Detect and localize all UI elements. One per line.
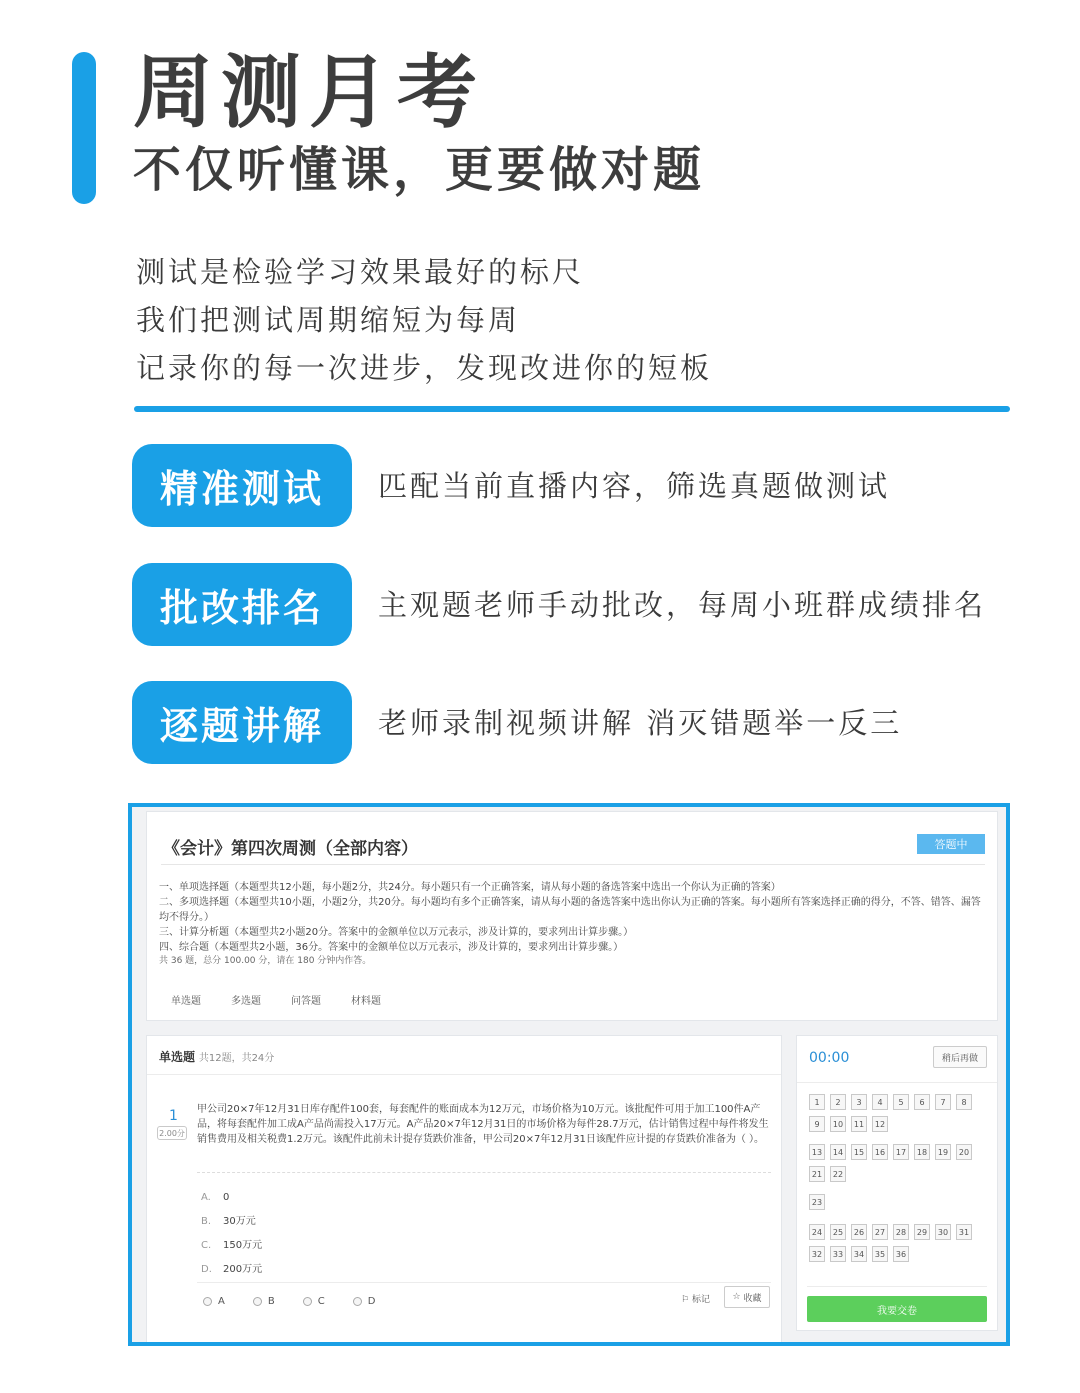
intro-text bbox=[136, 248, 712, 392]
radio-c[interactable] bbox=[303, 1296, 325, 1307]
question-number-cell[interactable]: 16 bbox=[872, 1144, 888, 1160]
question-number-cell[interactable]: 31 bbox=[956, 1224, 972, 1240]
exam-title: 《会计》第四次周测（全部内容） bbox=[163, 839, 418, 859]
section-tabs bbox=[171, 992, 381, 1007]
question-number-cell[interactable]: 33 bbox=[830, 1246, 846, 1262]
question-number-cell[interactable]: 14 bbox=[830, 1144, 846, 1160]
question-number-grid bbox=[809, 1224, 989, 1262]
question-number-cell[interactable]: 29 bbox=[914, 1224, 930, 1240]
question-number: 1 bbox=[169, 1108, 178, 1124]
instruction-line: 二、多项选择题（本题型共10小题，小题2分，共20分。每小题均有多个正确答案，请从每小题的备选答案中选出你认为正确的答案。每小题所有答案选择正确的得分，不答、错答、漏答均不得分。） bbox=[159, 897, 981, 923]
feature-badge-grading-ranking: 批改排名 bbox=[132, 563, 352, 646]
tab-essay[interactable]: 问答题 bbox=[291, 996, 321, 1007]
radio-b[interactable] bbox=[253, 1296, 275, 1307]
question-section-title: 单选题 bbox=[159, 1050, 196, 1064]
do-later-button[interactable]: 稍后再做 bbox=[933, 1046, 987, 1068]
hero-title: 周测月考 bbox=[133, 46, 485, 139]
question-number-cell[interactable]: 7 bbox=[935, 1094, 951, 1110]
option-text: 200万元 bbox=[223, 1264, 263, 1275]
answer-divider bbox=[197, 1282, 771, 1283]
intro-line: 我们把测试周期缩短为每周 bbox=[136, 303, 521, 337]
status-badge: 答题中 bbox=[917, 834, 985, 854]
tab-single-choice[interactable]: 单选题 bbox=[171, 996, 201, 1007]
question-number-cell[interactable]: 13 bbox=[809, 1144, 825, 1160]
question-number-cell[interactable]: 35 bbox=[872, 1246, 888, 1262]
question-number-cell[interactable]: 20 bbox=[956, 1144, 972, 1160]
question-score-badge: 2.00分 bbox=[157, 1126, 187, 1140]
feature-badge-precise-test: 精准测试 bbox=[132, 444, 352, 527]
option-c[interactable] bbox=[201, 1234, 262, 1258]
question-number-cell[interactable]: 15 bbox=[851, 1144, 867, 1160]
radio-label: A bbox=[218, 1296, 225, 1307]
option-letter: B. bbox=[201, 1216, 212, 1227]
header-divider bbox=[161, 864, 985, 865]
question-number-cell[interactable]: 8 bbox=[956, 1094, 972, 1110]
flag-icon: ⚐ bbox=[681, 1295, 690, 1305]
question-number-cell[interactable]: 25 bbox=[830, 1224, 846, 1240]
question-number-cell[interactable]: 17 bbox=[893, 1144, 909, 1160]
hero-accent-bar bbox=[72, 52, 96, 204]
intro-line: 记录你的每一次进步，发现改进你的短板 bbox=[136, 351, 713, 385]
feature-desc-grading-ranking: 主观题老师手动批改，每周小班群成绩排名 bbox=[378, 588, 987, 622]
sheet-divider bbox=[797, 1082, 997, 1083]
radio-label: B bbox=[267, 1296, 275, 1307]
answer-sheet-panel bbox=[796, 1035, 998, 1331]
question-panel bbox=[146, 1035, 782, 1346]
option-letter: C. bbox=[201, 1240, 212, 1251]
feature-badge-explanation: 逐题讲解 bbox=[132, 681, 352, 764]
question-number-grid bbox=[809, 1144, 989, 1182]
question-number-cell[interactable]: 24 bbox=[809, 1224, 825, 1240]
question-number-cell[interactable]: 11 bbox=[851, 1116, 867, 1132]
question-section-count: 共12题，共24分 bbox=[198, 1053, 275, 1064]
option-letter: D. bbox=[201, 1264, 212, 1275]
instruction-line: 三、计算分析题（本题型共2小题20分。答案中的金额单位以万元表示，涉及计算的，要求列出计算步骤。） bbox=[159, 927, 634, 938]
star-icon: ☆ bbox=[732, 1292, 741, 1302]
radio-circle[interactable] bbox=[253, 1297, 262, 1306]
question-number-cell[interactable]: 18 bbox=[914, 1144, 930, 1160]
radio-label: C bbox=[317, 1296, 325, 1307]
option-letter: A. bbox=[201, 1192, 211, 1203]
mark-button[interactable] bbox=[681, 1292, 710, 1305]
question-number-cell[interactable]: 28 bbox=[893, 1224, 909, 1240]
question-number-cell[interactable]: 9 bbox=[809, 1116, 825, 1132]
exam-screenshot bbox=[128, 803, 1010, 1346]
option-b[interactable] bbox=[201, 1210, 262, 1234]
mark-label: 标记 bbox=[691, 1295, 710, 1305]
question-heading-divider bbox=[147, 1074, 781, 1075]
submit-divider bbox=[807, 1286, 987, 1287]
intro-line: 测试是检验学习效果最好的标尺 bbox=[136, 255, 585, 289]
answer-radio-group bbox=[203, 1296, 375, 1307]
question-number-cell[interactable]: 32 bbox=[809, 1246, 825, 1262]
option-text: 0 bbox=[223, 1192, 230, 1203]
question-number-cell[interactable]: 23 bbox=[809, 1194, 825, 1210]
option-a[interactable] bbox=[201, 1186, 262, 1210]
section-divider bbox=[134, 406, 1010, 412]
instruction-line: 四、综合题（本题型共2小题，36分。答案中的金额单位以万元表示，涉及计算的，要求列出计算步骤。） bbox=[159, 942, 624, 953]
hero-subtitle: 不仅听懂课，更要做对题 bbox=[133, 142, 706, 198]
question-number-cell[interactable]: 6 bbox=[914, 1094, 930, 1110]
radio-label: D bbox=[367, 1296, 376, 1307]
radio-circle[interactable] bbox=[353, 1297, 362, 1306]
instruction-line: 一、单项选择题（本题型共12小题，每小题2分，共24分。每小题只有一个正确答案，请从每小题的备选答案中选出一个你认为正确的答案） bbox=[159, 882, 781, 893]
question-number-cell[interactable]: 3 bbox=[851, 1094, 867, 1110]
question-number-cell[interactable]: 12 bbox=[872, 1116, 888, 1132]
option-text: 150万元 bbox=[223, 1240, 263, 1251]
question-number-cell[interactable]: 5 bbox=[893, 1094, 909, 1110]
radio-d[interactable] bbox=[353, 1296, 376, 1307]
exam-header-panel bbox=[146, 811, 998, 1021]
question-number-grid bbox=[809, 1194, 989, 1210]
radio-circle[interactable] bbox=[303, 1297, 312, 1306]
question-number-cell[interactable]: 30 bbox=[935, 1224, 951, 1240]
tab-multiple-choice[interactable]: 多选题 bbox=[231, 996, 261, 1007]
question-number-cell[interactable]: 4 bbox=[872, 1094, 888, 1110]
exam-instructions bbox=[159, 880, 989, 968]
question-number-cell[interactable]: 10 bbox=[830, 1116, 846, 1132]
question-text: 甲公司20×7年12月31日库存配件100套，每套配件的账面成本为12万元，市场价格为10万元。该批配件可用于加工100件A产品，将每套配件加工成A产品尚需投入17万元。A产品20×7年12月31日的市场价格为每件28.7万元，估计销售过程中每件将发生销售费用及相关税费1.2万元。该配件此前未计提存货跌价准备，甲公司20×7年12月31日该配件应计提的存货跌价准备为（ ）。 bbox=[197, 1104, 769, 1145]
timer: 00:00 bbox=[809, 1050, 850, 1066]
question-number-cell[interactable]: 22 bbox=[830, 1166, 846, 1182]
question-number-grid bbox=[809, 1094, 989, 1132]
question-number-cell[interactable]: 36 bbox=[893, 1246, 909, 1262]
question-number-cell[interactable]: 19 bbox=[935, 1144, 951, 1160]
favorite-button[interactable] bbox=[724, 1286, 770, 1308]
exam-summary: 共 36 题，总分 100.00 分，请在 180 分钟内作答。 bbox=[159, 956, 372, 966]
question-section-heading bbox=[159, 1048, 274, 1065]
question-number-cell[interactable]: 21 bbox=[809, 1166, 825, 1182]
question-dashed-divider bbox=[197, 1172, 771, 1173]
question-number-cell[interactable]: 34 bbox=[851, 1246, 867, 1262]
feature-desc-precise-test: 匹配当前直播内容，筛选真题做测试 bbox=[378, 469, 891, 503]
option-text: 30万元 bbox=[223, 1216, 256, 1227]
radio-a[interactable] bbox=[203, 1296, 225, 1307]
option-list bbox=[201, 1186, 262, 1282]
favorite-label: 收藏 bbox=[743, 1293, 762, 1304]
radio-circle[interactable] bbox=[203, 1297, 212, 1306]
question-number-cell[interactable]: 27 bbox=[872, 1224, 888, 1240]
question-number-cell[interactable]: 2 bbox=[830, 1094, 846, 1110]
question-number-cell[interactable]: 26 bbox=[851, 1224, 867, 1240]
option-d[interactable] bbox=[201, 1258, 262, 1282]
submit-exam-button[interactable]: 我要交卷 bbox=[807, 1296, 987, 1322]
feature-desc-explanation: 老师录制视频讲解 消灭错题举一反三 bbox=[378, 706, 903, 740]
tab-material[interactable]: 材料题 bbox=[351, 996, 381, 1007]
question-number-cell[interactable]: 1 bbox=[809, 1094, 825, 1110]
